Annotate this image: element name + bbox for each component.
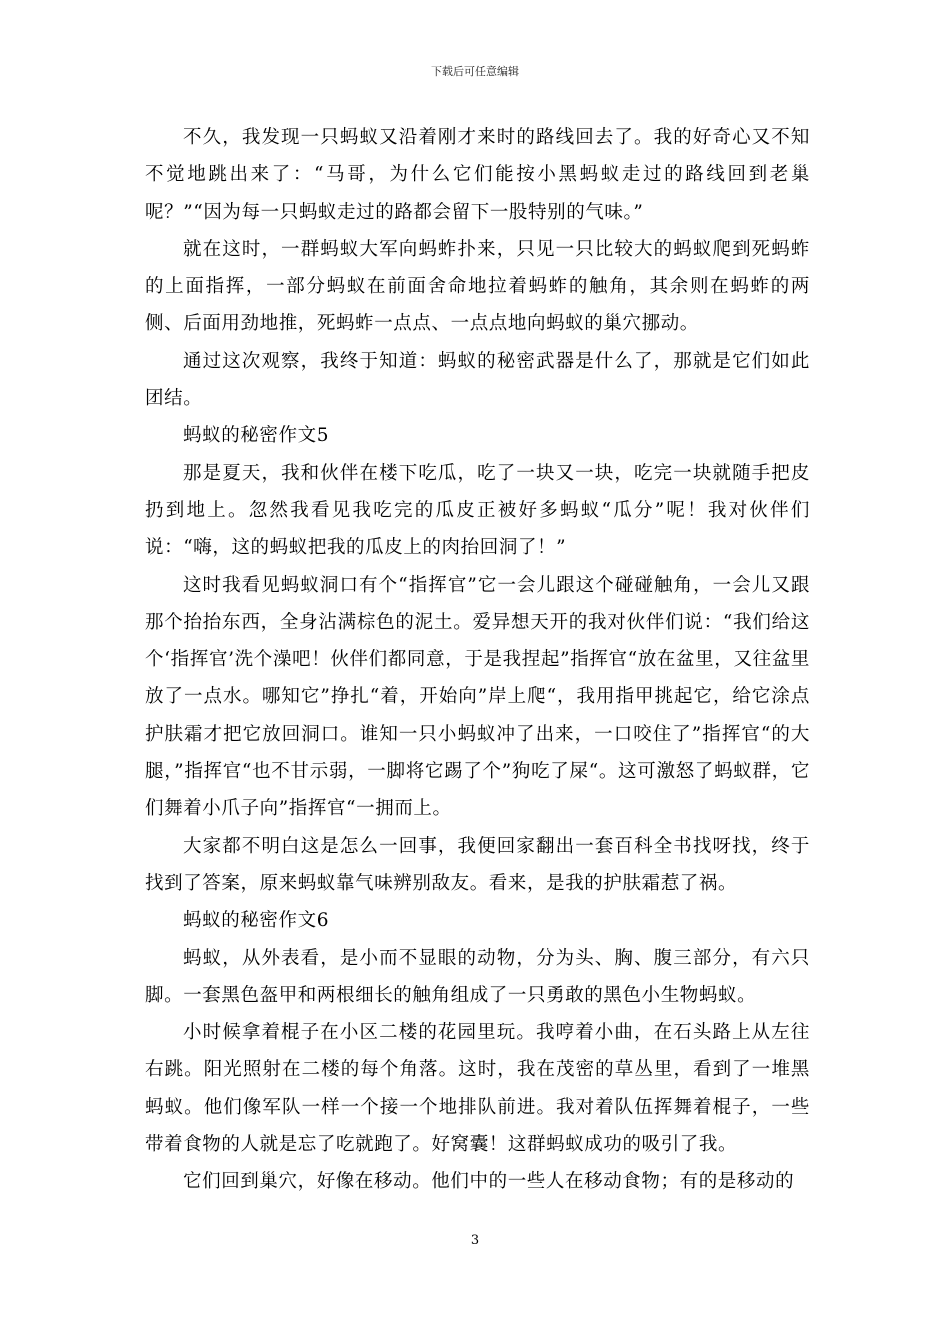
paragraph: 那是夏天，我和伙伴在楼下吃瓜，吃了一块又一块，吃完一块就随手把皮扔到地上。忽然我看见我吃完的瓜皮正被好多蚂蚁“瓜分”呢！我对伙伴们说：“嗨，这的蚂蚁把我的瓜皮上的肉抬回洞了！” [145,462,810,559]
paragraph: 它们回到巢穴，好像在移动。他们中的一些人在移动食物；有的是移动的 [183,1171,795,1193]
paragraph: 大家都不明白这是怎么一回事，我便回家翻出一套百科全书找呀找，终于找到了答案，原来蚂蚁靠气味辨别敌友。看来，是我的护肤霜惹了祸。 [145,835,810,894]
paragraph: 就在这时，一群蚂蚁大军向蚂蚱扑来，只见一只比较大的蚂蚁爬到死蚂蚱的上面指挥，一部分蚂蚁在前面舍命地拉着蚂蚱的触角，其余则在蚂蚱的两侧、后面用劲地推，死蚂蚱一点点、一点点地向蚂蚁的巢穴挪动。 [145,238,810,335]
paragraph: 这时我看见蚂蚁洞口有个“指挥官”它一会儿跟这个碰碰触角，一会儿又跟那个抬抬东西，全身沾满棕色的泥土。爱异想天开的我对伙伴们说：“我们给这个‘指挥官’洗个澡吧！伙伴们都同意，于是我捏起”指挥官“放在盆里，又往盆里放了一点水。哪知它”挣扎“着，开始向”岸上爬“，我用指甲挑起它，给它涂点护肤霜才把它放回洞口。谁知一只小蚂蚁冲了出来，一口咬住了”指挥官“的大腿，”指挥官“也不甘示弱，一脚将它踢了个”狗吃了屎“。这可激怒了蚂蚁群，它们舞着小爪子向”指挥官“一拥而上。 [145,574,810,820]
page-number: 3 [470,1233,480,1248]
section-title: 蚂蚁的秘密作文5 [183,425,330,447]
paragraph: 通过这次观察，我终于知道：蚂蚁的秘密武器是什么了，那就是它们如此团结。 [145,350,810,410]
page-header: 下载后可任意编辑 [431,65,519,78]
document-body [145,119,810,1201]
paragraph: 不久，我发现一只蚂蚁又沿着刚才来时的路线回去了。我的好奇心又不知不觉地跳出来了：“马哥，为什么它们能按小黑蚂蚁走过的路线回到老巢呢？”“因为每一只蚂蚁走过的路都会留下一股特别的气味。” [145,127,810,223]
section-title: 蚂蚁的秘密作文6 [183,910,330,932]
paragraph: 蚂蚁，从外表看，是小而不显眼的动物，分为头、胸、腹三部分，有六只脚。一套黑色盔甲和两根细长的触角组成了一只勇敢的黑色小生物蚂蚁。 [145,947,810,1006]
paragraph: 小时候拿着棍子在小区二楼的花园里玩。我哼着小曲，在石头路上从左往右跳。阳光照射在二楼的每个角落。这时，我在茂密的草丛里，看到了一堆黑蚂蚁。他们像军队一样一个接一个地排队前进。我对着队伍挥舞着棍子，一些带着食物的人就是忘了吃就跑了。好窝囊！这群蚂蚁成功的吸引了我。 [145,1022,810,1156]
